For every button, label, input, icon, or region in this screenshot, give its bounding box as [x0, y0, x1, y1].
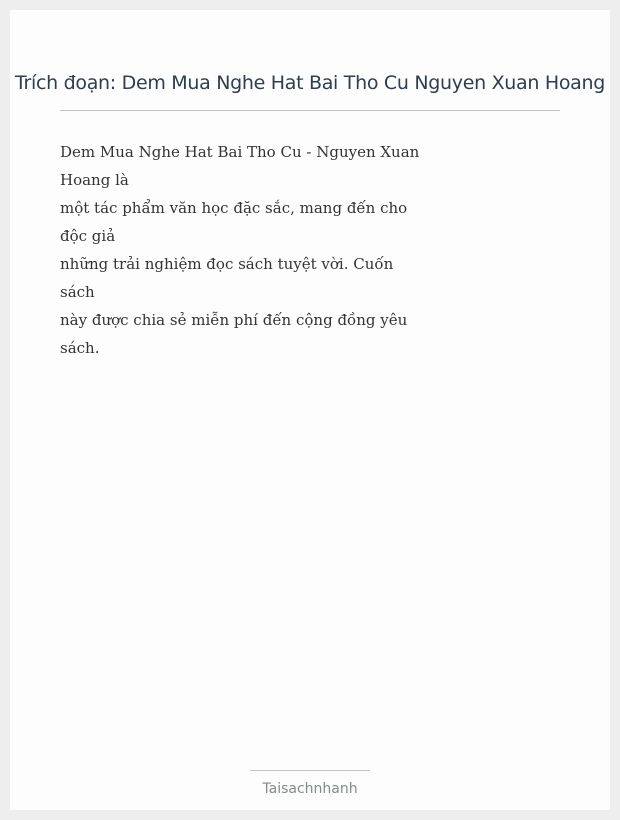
body-line: những trải nghiệm đọc sách tuyệt vời. Cuốn [60, 255, 394, 273]
body-line: một tác phẩm văn học đặc sắc, mang đến cho [60, 199, 408, 217]
body-line: này được chia sẻ miễn phí đến cộng đồng yêu [60, 311, 408, 329]
body-line: Dem Mua Nghe Hat Bai Tho Cu - Nguyen Xuan [60, 143, 420, 161]
document-title: Trích đoạn: Dem Mua Nghe Hat Bai Tho Cu Nguyen Xuan Hoang [14, 72, 606, 94]
document-page [10, 10, 610, 810]
footer-divider [250, 770, 370, 771]
body-line: sách. [60, 339, 100, 357]
excerpt-body [60, 138, 420, 362]
body-line: sách [60, 283, 95, 301]
footer-brand: Taisachnhanh [262, 781, 358, 797]
body-line: độc giả [60, 227, 116, 245]
body-line: Hoang là [60, 171, 129, 189]
title-divider [60, 110, 560, 111]
